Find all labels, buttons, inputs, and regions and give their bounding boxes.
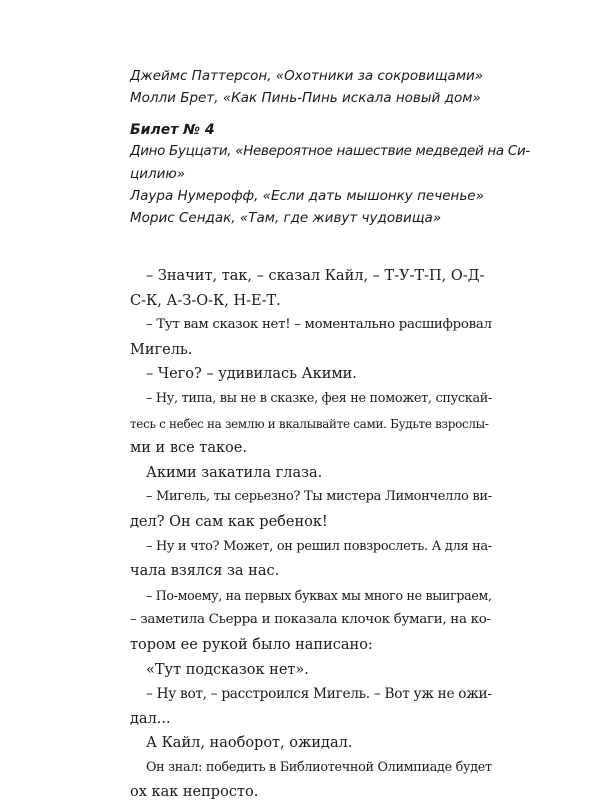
- text-line: Он знал: победить в Библиотечной Олимпиаде будет: [146, 759, 492, 775]
- list-item: Молли Брет, «Как Пинь-Пинь искала новый дом»: [130, 90, 481, 106]
- text-line: – заметила Сьерра и показала клочок бумаги, на ко-: [130, 612, 491, 628]
- text-line: ох как непросто.: [130, 784, 259, 801]
- text-line: дал...: [130, 710, 171, 727]
- text-line: ми и все такое.: [130, 440, 247, 457]
- text-line: дел? Он сам как ребенок!: [130, 513, 328, 530]
- text-line: чала взялся за нас.: [130, 563, 280, 580]
- text-line: – Мигель, ты серьезно? Ты мистера Лимончелло ви-: [146, 489, 492, 505]
- list-item: Морис Сендак, «Там, где живут чудовища»: [130, 210, 442, 226]
- text-line: – Ну и что? Может, он решил повзрослеть. А для на-: [146, 538, 492, 554]
- text-line: – Тут вам сказок нет! – моментально расшифровал: [146, 317, 492, 333]
- text-line: – Значит, так, – сказал Кайл, – Т-У-Т-П, О-Д-: [146, 268, 485, 284]
- text-line: «Тут подсказок нет».: [146, 661, 309, 678]
- text-line: – Ну, типа, вы не в сказке, фея не поможет, спускай-: [146, 390, 493, 406]
- text-line: – Ну вот, – расстроился Мигель. – Вот уж не ожи-: [146, 686, 492, 703]
- text-line: – По-моему, на первых буквах мы много не выиграем,: [146, 587, 492, 603]
- text-line: С-К, А-З-О-К, Н-Е-Т.: [130, 292, 281, 309]
- text-line: тором ее рукой было написано:: [130, 636, 373, 653]
- prose-text: [130, 264, 492, 805]
- text-line: – Чего? – удивилась Акими.: [146, 366, 357, 383]
- text-line: Акими закатила глаза.: [146, 464, 323, 481]
- list-item: цилию»: [130, 166, 186, 182]
- book-list: [130, 65, 530, 229]
- list-item: Лаура Нумерофф, «Если дать мышонку печенье»: [130, 188, 484, 204]
- text-line: А Кайл, наоборот, ожидал.: [146, 735, 353, 752]
- ticket-heading: Билет № 4: [130, 122, 215, 138]
- list-item: Дино Буццати, «Невероятное нашествие медведей на Си-: [130, 144, 530, 159]
- text-line: тесь с небес на землю и вкалывайте сами. Будьте взрослы-: [130, 416, 489, 431]
- text-line: Мигель.: [130, 341, 193, 358]
- list-item: Джеймс Паттерсон, «Охотники за сокровищами»: [130, 68, 484, 84]
